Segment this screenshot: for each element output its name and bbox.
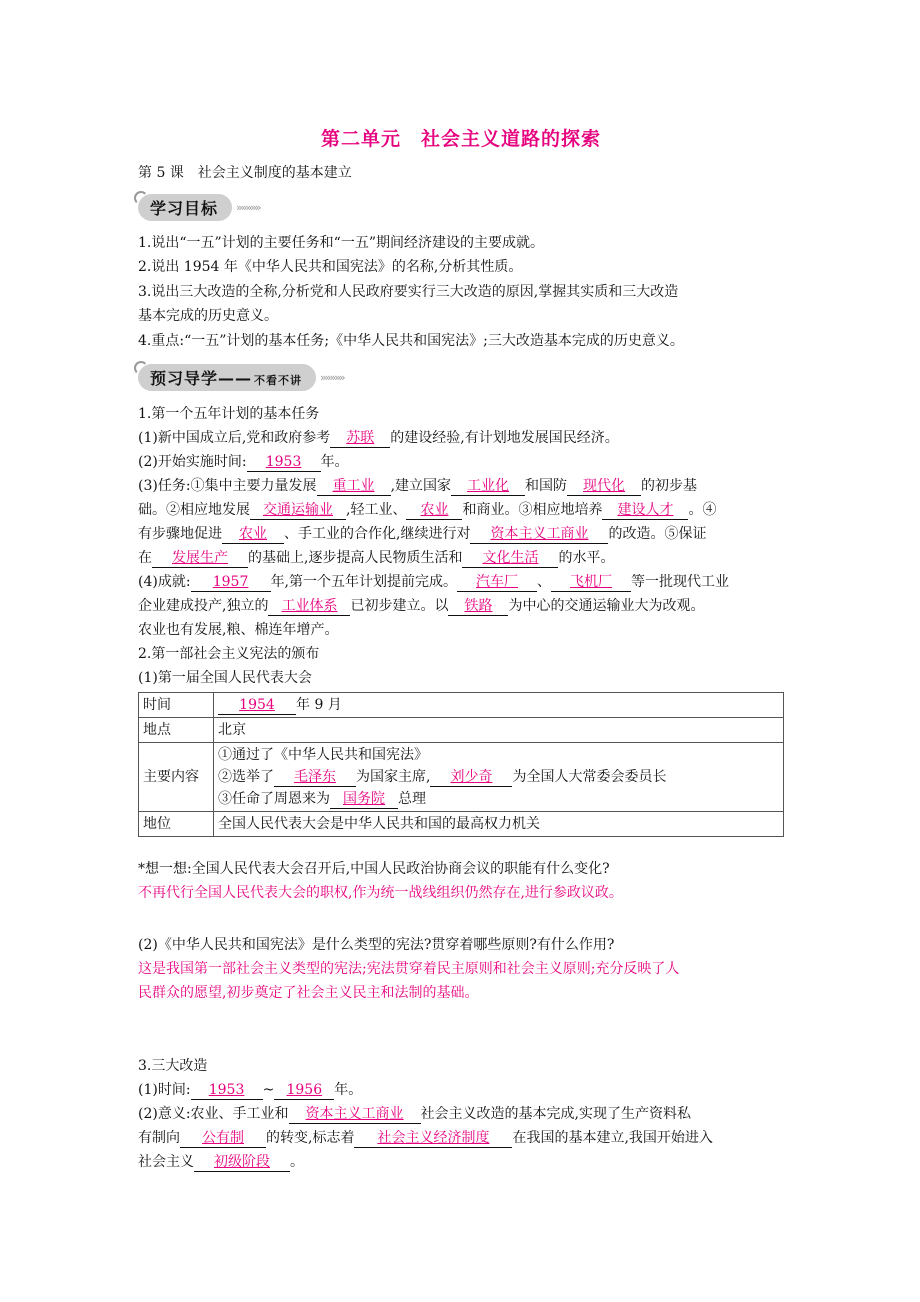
text: 的基础上,逐步提高人民物质生活和 <box>248 550 463 566</box>
s1-p3 <box>138 475 784 497</box>
goals-badge-label: 学习目标 <box>138 194 232 221</box>
content-item-2 <box>218 766 779 788</box>
text: 的改造。⑤保证 <box>608 526 707 542</box>
think-answer: 不再代行全国人民代表大会的职权,作为统一战线组织仍然存在,进行参政议政。 <box>138 885 623 901</box>
table-cell: 北京 <box>214 718 784 743</box>
s3-time <box>138 1079 784 1101</box>
table-cell: 地位 <box>139 812 214 837</box>
answer: 1953 <box>265 454 302 470</box>
table-cell: 主要内容 <box>139 743 214 812</box>
answer-blank <box>451 477 525 496</box>
answer: 1953 <box>208 1082 245 1098</box>
unit-title: 第二单元 社会主义道路的探索 <box>320 128 601 150</box>
s1-p4 <box>138 499 784 521</box>
answer: 汽车厂 <box>476 574 519 590</box>
answer: 农业 <box>420 502 449 518</box>
text: ③任命了周恩来为 <box>218 791 330 807</box>
answer-blank <box>274 1081 334 1100</box>
answer: 社会主义经济制度 <box>377 1130 490 1146</box>
answer-blank <box>289 1105 421 1124</box>
answer: 文化生活 <box>482 550 539 566</box>
goal-3-cont: 基本完成的历史意义。 <box>138 308 278 324</box>
preview-label: 预习导学 <box>150 368 219 388</box>
preview-badge-label <box>138 364 316 391</box>
text: 年 9 月 <box>296 697 342 713</box>
text: 为全国人大常委会委员长 <box>512 769 667 785</box>
s1-p8 <box>138 595 784 617</box>
s1-p1 <box>138 427 784 449</box>
answer: 飞机厂 <box>570 574 613 590</box>
answer-blank <box>268 597 350 616</box>
text: 有步骤地促进 <box>138 526 222 542</box>
goal-1: 1.说出“一五”计划的主要任务和“一五”期间经济建设的主要成就。 <box>138 235 544 251</box>
text: ②选举了 <box>218 769 274 785</box>
lesson-title: 第 5 课 社会主义制度的基本建立 <box>138 165 352 181</box>
text: 已初步建立。以 <box>350 598 449 614</box>
text: 年。 <box>334 1082 363 1098</box>
s2-a2-line1: 这是我国第一部社会主义类型的宪法;宪法贯穿着民主原则和社会主义原则;充分反映了人 <box>138 961 680 977</box>
answer-blank <box>457 573 537 592</box>
answer-blank <box>274 768 356 787</box>
s1-p2 <box>138 451 784 473</box>
answer: 现代化 <box>583 478 626 494</box>
goal-4: 4.重点:“一五”计划的基本任务;《中华人民共和国宪法》;三大改造基本完成的历史意义。 <box>138 333 684 349</box>
answer: 建设人才 <box>617 502 674 518</box>
answer: 资本主义工商业 <box>490 526 589 542</box>
s1-p6 <box>138 547 784 569</box>
answer: 重工业 <box>332 478 375 494</box>
text: 础。②相应地发展 <box>138 502 250 518</box>
table-row <box>139 812 784 837</box>
table-row <box>139 718 784 743</box>
table-cell: 全国人民代表大会是中华人民共和国的最高权力机关 <box>214 812 784 837</box>
answer-blank <box>462 549 558 568</box>
s1-heading: 1.第一个五年计划的基本任务 <box>138 406 320 422</box>
answer-blank <box>180 1129 266 1148</box>
answer-blank <box>406 501 462 520</box>
answer-blank <box>551 573 631 592</box>
answer-blank <box>330 790 398 809</box>
text: 在我国的基本建立,我国开始进入 <box>512 1130 713 1146</box>
text: (2)开始实施时间: <box>138 454 247 470</box>
goals-badge <box>138 193 260 221</box>
s2-heading: 2.第一部社会主义宪法的颁布 <box>138 646 320 662</box>
s1-p7 <box>138 571 784 593</box>
answer-blank <box>191 573 271 592</box>
answer-blank <box>354 1129 512 1148</box>
text: 为国家主席, <box>356 769 431 785</box>
answer-blank <box>250 501 346 520</box>
text: 社会主义 <box>138 1154 194 1170</box>
s2-q2: (2)《中华人民共和国宪法》是什么类型的宪法?贯穿着哪些原则?有什么作用? <box>138 937 615 953</box>
answer: 铁路 <box>464 598 493 614</box>
text: 、 <box>537 574 552 590</box>
text: (2)意义:农业、手工业和 <box>138 1106 289 1122</box>
answer: 工业化 <box>467 478 510 494</box>
text: 的建设经验,有计划地发展国民经济。 <box>390 430 619 446</box>
text: ,轻工业、 <box>346 502 407 518</box>
answer: 初级阶段 <box>214 1154 270 1170</box>
answer: 发展生产 <box>172 550 228 566</box>
text: ~ <box>262 1082 275 1098</box>
text: 的转变,标志着 <box>266 1130 355 1146</box>
text: 、手工业的合作化,继续进行对 <box>284 526 471 542</box>
s1-p9: 农业也有发展,粮、棉连年增产。 <box>138 622 339 638</box>
s3-heading: 3.三大改造 <box>138 1058 208 1074</box>
content-item-3 <box>218 788 779 810</box>
preview-badge <box>138 363 344 391</box>
table-row <box>139 743 784 812</box>
text: 等一批现代工业 <box>631 574 730 590</box>
answer-blank <box>317 477 391 496</box>
answer: 1954 <box>239 697 275 713</box>
preview-sub: 不看不讲 <box>254 373 303 387</box>
think-question: *想一想:全国人民代表大会召开后,中国人民政治协商会议的职能有什么变化? <box>138 861 610 877</box>
table-cell <box>214 743 784 812</box>
text: 和商业。③相应地培养 <box>462 502 603 518</box>
answer-blank <box>191 1081 263 1100</box>
text: (4)成就: <box>138 574 191 590</box>
answer: 交通运输业 <box>263 502 333 518</box>
goal-3: 3.说出三大改造的全称,分析党和人民政府要实行三大改造的原因,掌握其实质和三大改造 <box>138 284 679 300</box>
answer-blank <box>448 597 508 616</box>
text: 有制向 <box>138 1130 180 1146</box>
preview-dash: —— <box>218 368 253 388</box>
text: 总理 <box>398 791 426 807</box>
text: (3)任务:①集中主要力量发展 <box>138 478 317 494</box>
s3-m3 <box>138 1151 784 1173</box>
text: (1)时间: <box>138 1082 191 1098</box>
answer: 国务院 <box>343 791 385 807</box>
answer-blank <box>430 768 512 787</box>
s2-a2-line2: 民群众的愿望,初步奠定了社会主义民主和法制的基础。 <box>138 985 479 1001</box>
answer: 工业体系 <box>281 598 338 614</box>
answer-blank <box>602 501 688 520</box>
answer-blank <box>194 1153 290 1172</box>
s1-p5 <box>138 523 784 545</box>
answer: 刘少奇 <box>450 769 493 785</box>
npc-table <box>138 692 784 837</box>
answer-blank <box>567 477 641 496</box>
text: 年,第一个五年计划提前完成。 <box>270 574 458 590</box>
answer: 公有制 <box>202 1130 244 1146</box>
text: 。④ <box>688 502 717 518</box>
answer: 1957 <box>212 574 249 590</box>
arrows-icon: »»»»» <box>236 200 260 214</box>
answer-blank <box>218 696 296 715</box>
table-row <box>139 693 784 718</box>
text: 社会主义改造的基本完成,实现了生产资料私 <box>420 1106 692 1122</box>
goal-2: 2.说出 1954 年《中华人民共和国宪法》的名称,分析其性质。 <box>138 259 523 275</box>
text: 为中心的交通运输业大为改观。 <box>508 598 705 614</box>
text: 和国防 <box>525 478 568 494</box>
answer: 苏联 <box>346 430 375 446</box>
answer: 农业 <box>239 526 267 542</box>
text: 的初步基 <box>641 478 698 494</box>
content-item-1: ①通过了《中华人民共和国宪法》 <box>218 747 428 763</box>
text: ,建立国家 <box>390 478 452 494</box>
s3-m1 <box>138 1103 784 1125</box>
text: 的水平。 <box>558 550 615 566</box>
text: 。 <box>290 1154 304 1170</box>
s3-m2 <box>138 1127 784 1149</box>
answer-blank <box>247 453 321 472</box>
answer-blank <box>330 429 390 448</box>
text: 企业建成投产,独立的 <box>138 598 269 614</box>
text: 在 <box>138 550 152 566</box>
table-cell <box>214 693 784 718</box>
answer: 资本主义工商业 <box>305 1106 404 1122</box>
table-cell: 时间 <box>139 693 214 718</box>
answer-blank <box>152 549 248 568</box>
table-cell: 地点 <box>139 718 214 743</box>
text: (1)新中国成立后,党和政府参考 <box>138 430 331 446</box>
answer-blank <box>470 525 608 544</box>
text: 年。 <box>320 454 349 470</box>
answer-blank <box>222 525 284 544</box>
arrows-icon: »»»»» <box>320 370 344 384</box>
answer: 1956 <box>286 1082 323 1098</box>
answer: 毛泽东 <box>294 769 336 785</box>
s2-sub1: (1)第一届全国人民代表大会 <box>138 670 312 686</box>
